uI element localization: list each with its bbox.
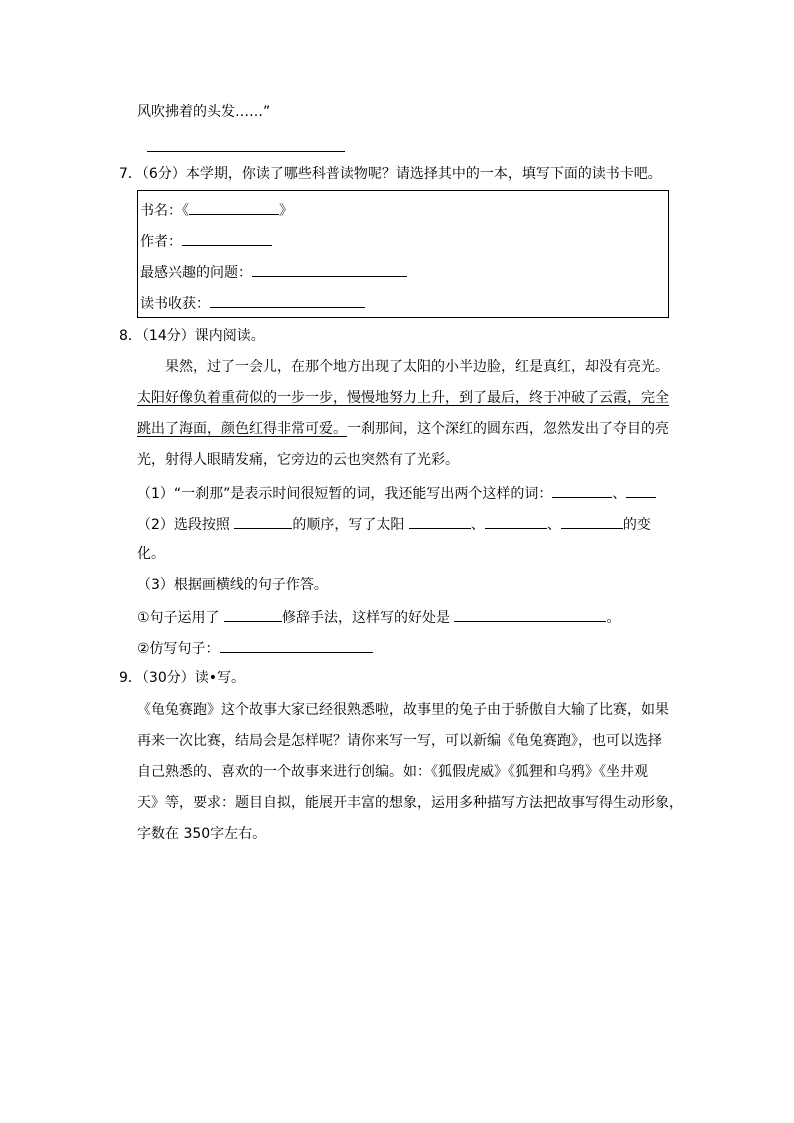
subquestion-1 [137, 482, 656, 504]
imitation-blank[interactable] [220, 637, 373, 653]
reading-card [137, 190, 669, 318]
writing-prompt-line: 再来一次比赛，结局会是怎样呢？请你来写一写，可以新编《龟兔赛跑》，也可以选择 [137, 733, 662, 749]
passage-line: 光，射得人眼睛发痛，它旁边的云也突然有了光彩。 [137, 452, 459, 468]
card-row-gain [140, 292, 365, 314]
subquestion-2-text-b: 的顺序，写了太阳 [292, 517, 405, 533]
author-label: 作者： [140, 234, 182, 250]
gain-label: 读书收获： [140, 296, 210, 312]
rhetoric-blank[interactable] [224, 606, 282, 622]
subquestion-1-text: （1）“一刹那”是表示时间很短暂的词，我还能写出两个这样的词： [137, 486, 553, 502]
change-blank-2[interactable] [485, 513, 547, 529]
writing-prompt-line: 字数在 350字左右。 [137, 826, 267, 842]
gain-blank[interactable] [210, 292, 365, 308]
part-1-text-c: 。 [606, 610, 621, 626]
subquestion-3-part-2 [137, 637, 373, 659]
benefit-blank[interactable] [454, 606, 606, 622]
book-title-blank[interactable] [189, 199, 279, 215]
question-9-stem: 9．（30分）读•写。 [119, 670, 245, 686]
passage-segment: 一刹那间，这个深红的圆东西，忽然发出了夺目的亮 [347, 421, 669, 437]
separator: 、 [470, 517, 485, 533]
subquestion-3-part-1 [137, 606, 620, 628]
interest-label: 最感兴趣的问题： [140, 265, 252, 281]
subquestion-3: （3）根据画横线的句子作答。 [137, 577, 328, 593]
card-row-interest [140, 261, 407, 283]
book-label-close: 》 [279, 203, 293, 219]
author-blank[interactable] [182, 230, 272, 246]
question-8-stem: 8．（14分）课内阅读。 [119, 328, 265, 344]
part-2-text: ②仿写句子： [137, 641, 220, 657]
separator: 、 [612, 486, 627, 502]
passage-line: 果然，过了一会儿，在那个地方出现了太阳的小半边脸，红是真红，却没有亮光。 [165, 359, 669, 375]
answer-blank-line[interactable] [147, 151, 345, 152]
change-blank-3[interactable] [561, 513, 623, 529]
writing-prompt-line: 天》等，要求：题目自拟，能展开丰富的想象，运用多种描写方法把故事写得生动形象， [137, 795, 683, 811]
subquestion-2-text-c: 的变 [622, 517, 651, 533]
word-blank-2[interactable] [626, 482, 656, 498]
part-1-text-a: ①句子运用了 [137, 610, 220, 626]
subquestion-2-continuation: 化。 [137, 546, 165, 562]
card-row-author [140, 230, 272, 252]
separator: 、 [546, 517, 561, 533]
book-label: 书名：《 [140, 203, 189, 219]
order-blank[interactable] [234, 513, 292, 529]
intro-text-line: 风吹拂着的头发……” [137, 104, 271, 120]
part-1-text-b: 修辞手法，这样写的好处是 [282, 610, 451, 626]
subquestion-2-text-a: （2）选段按照 [137, 517, 230, 533]
change-blank-1[interactable] [409, 513, 471, 529]
writing-prompt-line: 《龟兔赛跑》这个故事大家已经很熟悉啦，故事里的兔子由于骄傲自大输了比赛，如果 [137, 702, 669, 718]
writing-prompt-line: 自己熟悉的、喜欢的一个故事来进行创编。如：《狐假虎威》《狐狸和乌鸦》《坐井观 [137, 764, 648, 780]
passage-underlined-segment: 跳出了海面，颜色红得非常可爱。 [137, 421, 347, 437]
word-blank-1[interactable] [552, 482, 612, 498]
card-row-book [140, 199, 293, 221]
passage-line [137, 419, 669, 439]
interest-blank[interactable] [252, 261, 407, 277]
subquestion-2 [137, 513, 651, 535]
question-7-stem: 7．（6分）本学期，你读了哪些科普读物呢？请选择其中的一本，填写下面的读书卡吧。 [119, 166, 662, 182]
passage-line-underlined: 太阳好像负着重荷似的一步一步，慢慢地努力上升，到了最后，终于冲破了云霞，完全 [137, 390, 669, 406]
